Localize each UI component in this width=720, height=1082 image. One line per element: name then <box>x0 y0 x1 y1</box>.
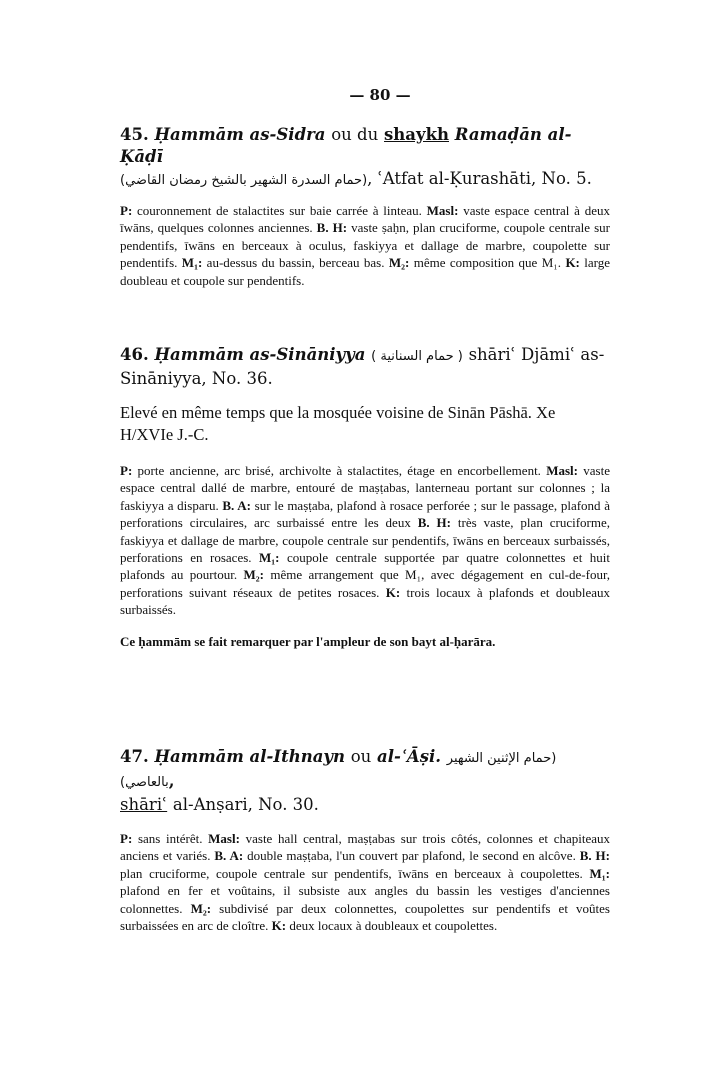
entry-45 <box>120 124 610 289</box>
arabic-name: (حمام السدرة الشهير بالشيخ رمضان القاضي) <box>120 173 368 188</box>
entry-46-description: P: porte ancienne, arc brisé, archivolte à stalactites, étage en encorbellement. Masl: vaste espace central dallé de marbre, entouré de maṣṭabas, lanterneau portant sur colonnes ; la faskiyya a disparu. B. A: sur le maṣṭaba, plafond à rosace perforée ; sur le passage, plafond à perforations circulaires, arc surbaissé entre les deux B. H: très vaste, plan cruciforme, faskiyya et dallage de marbre, coupole centrale sur pendentifs, īwāns en berceaux surbaissés, perforations en rosaces. M₁: coupole centrale supportée par quatre colonnettes et huit plafonds au pourtour. M₂: même arrangement que M₁, avec dégagement en cul-de-four, perforations suivant réseaux de petites rosaces. K: trois locaux à plafonds et doubleaux surbaissés. <box>120 463 611 618</box>
entry-45-title: 45. Ḥammām as-Sidra ou du shaykh Ramaḍān al-Ḳāḍī (حمام السدرة الشهير بالشيخ رمضان القاضي), ʿAtfat al-Ḳurashāti, No. 5. <box>120 125 592 188</box>
entry-46-remark: Ce ḥammām se fait remarquer par l'ampleur de son bayt al-ḥarāra. <box>120 633 496 649</box>
page-number: — 80 — <box>349 86 411 104</box>
arabic-name: (حمام الإثنين الشهير بالعاصي) <box>120 751 557 790</box>
entry-45-description: P: couronnement de stalactites sur baie carrée à linteau. Masl: vaste espace central à deux īwāns, quelques colonnes anciennes. B. H: vaste ṣaḥn, plan cruciforme, coupole centrale sur pendentifs, īwāns en berceaux à oculus, faskiyya et dallage de marbre, coupolette sur pendentifs. M₁: au-dessus du bassin, berceau bas. M₂: même composition que M₁. K: large doubleau et coupole sur pendentifs. <box>120 203 611 288</box>
entry-47 <box>120 746 610 934</box>
arabic-name: ( حمام السنانية ) <box>371 349 463 364</box>
entry-46-note: Elevé en même temps que la mosquée voisine de Sinān Pāshā. Xe H/XVIe J.-C. <box>120 403 556 444</box>
entry-46-title: 46. Ḥammām as-Sināniyya ( حمام السنانية ) shāriʿ Djāmiʿ as- Sināniyya, No. 36. <box>120 345 605 388</box>
entry-46 <box>120 344 610 650</box>
entry-47-title: 47. Ḥammām al-Ithnayn ou al-ʿĀṣi. (حمام الإثنين الشهير بالعاصي), shāriʿ al-Anṣari, No. 30. <box>120 747 557 814</box>
entry-47-description: P: sans intérêt. Masl: vaste hall central, maṣṭabas sur trois côtés, colonnes et chapiteaux anciens et variés. B. A: double maṣṭaba, l'un couvert par plafond, le second en alcôve. B. H: plan cruciforme, coupole centrale sur pendentifs, īwāns en berceaux à coupolettes. M₁: plafond en fer et voûtains, il subsiste aux angles du bassin les vestiges d'anciennes colonnettes. M₂: subdivisé par deux colonnettes, coupolettes sur pendentifs et voûtes surbaissées en arc de cloître. K: deux locaux à doubleaux et coupolettes. <box>120 831 611 934</box>
